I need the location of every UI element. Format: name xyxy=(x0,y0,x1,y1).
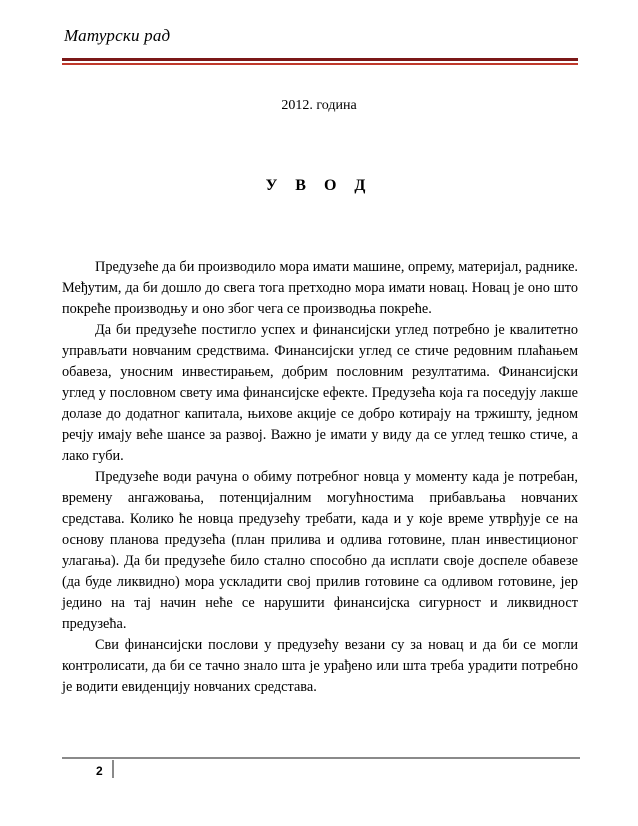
page-number: 2 xyxy=(96,764,103,778)
paragraph: Предузеће да би производило мора имати машине, опрему, материјал, раднике. Међутим, да би дошло до свега тога претходно мора имати новац. Новац је оно што покреће производњу и оно због чега се производња покреће. xyxy=(62,259,578,317)
header-rule-red xyxy=(62,63,578,65)
paragraph: Да би предузеће постигло успех и финансијски углед потребно је квалитетно управљати новчаним средствима. Финансијски углед се стиче редовним плаћањем обавеза, уносним инвестирањем, добрим пословним резултатима. Финансијски углед у пословном свету има финансијске ефекте. Предузећа која га поседују лакше долазе до додатног капитала, њихове акције се добро котирају на тржишту, једном речју имају веће шансе за развој. Важно је имати у виду да се углед тешко стиче, а лако губи. xyxy=(62,322,578,464)
paragraph: Предузеће води рачуна о обиму потребног новца у моменту када је потребан, времену ангажовања, потенцијалним могућностима прибављања новчаних средстава. Колико ће новца предузећу требати, када и у које време утврђује се на основу планова предузећа (план прилива и одлива готовине, план инвестиционог улагања). Да би предузеће било стално способно да исплати своје доспеле обавезе (да буде ликвидно) мора ускладити свој прилив готовине са одливом готовине, јер једино на тај начин неће се нарушити финансијска сигурност и ликвидност предузећа. xyxy=(62,469,578,632)
section-heading: У В О Д xyxy=(265,177,373,194)
running-header-title: Матурски рад xyxy=(64,26,171,45)
page-number-divider xyxy=(112,760,114,778)
header-rule-dark xyxy=(62,58,578,61)
paragraph: Сви финансијски послови у предузећу везани су за новац и да би се могли контролисати, да би се тачно знало шта је урађено или шта треба урадити потребно је водити евиденцију новчаних средстава. xyxy=(62,637,578,695)
document-year: 2012. година xyxy=(281,98,357,113)
footer-rule xyxy=(62,757,580,759)
body-text xyxy=(62,257,578,698)
